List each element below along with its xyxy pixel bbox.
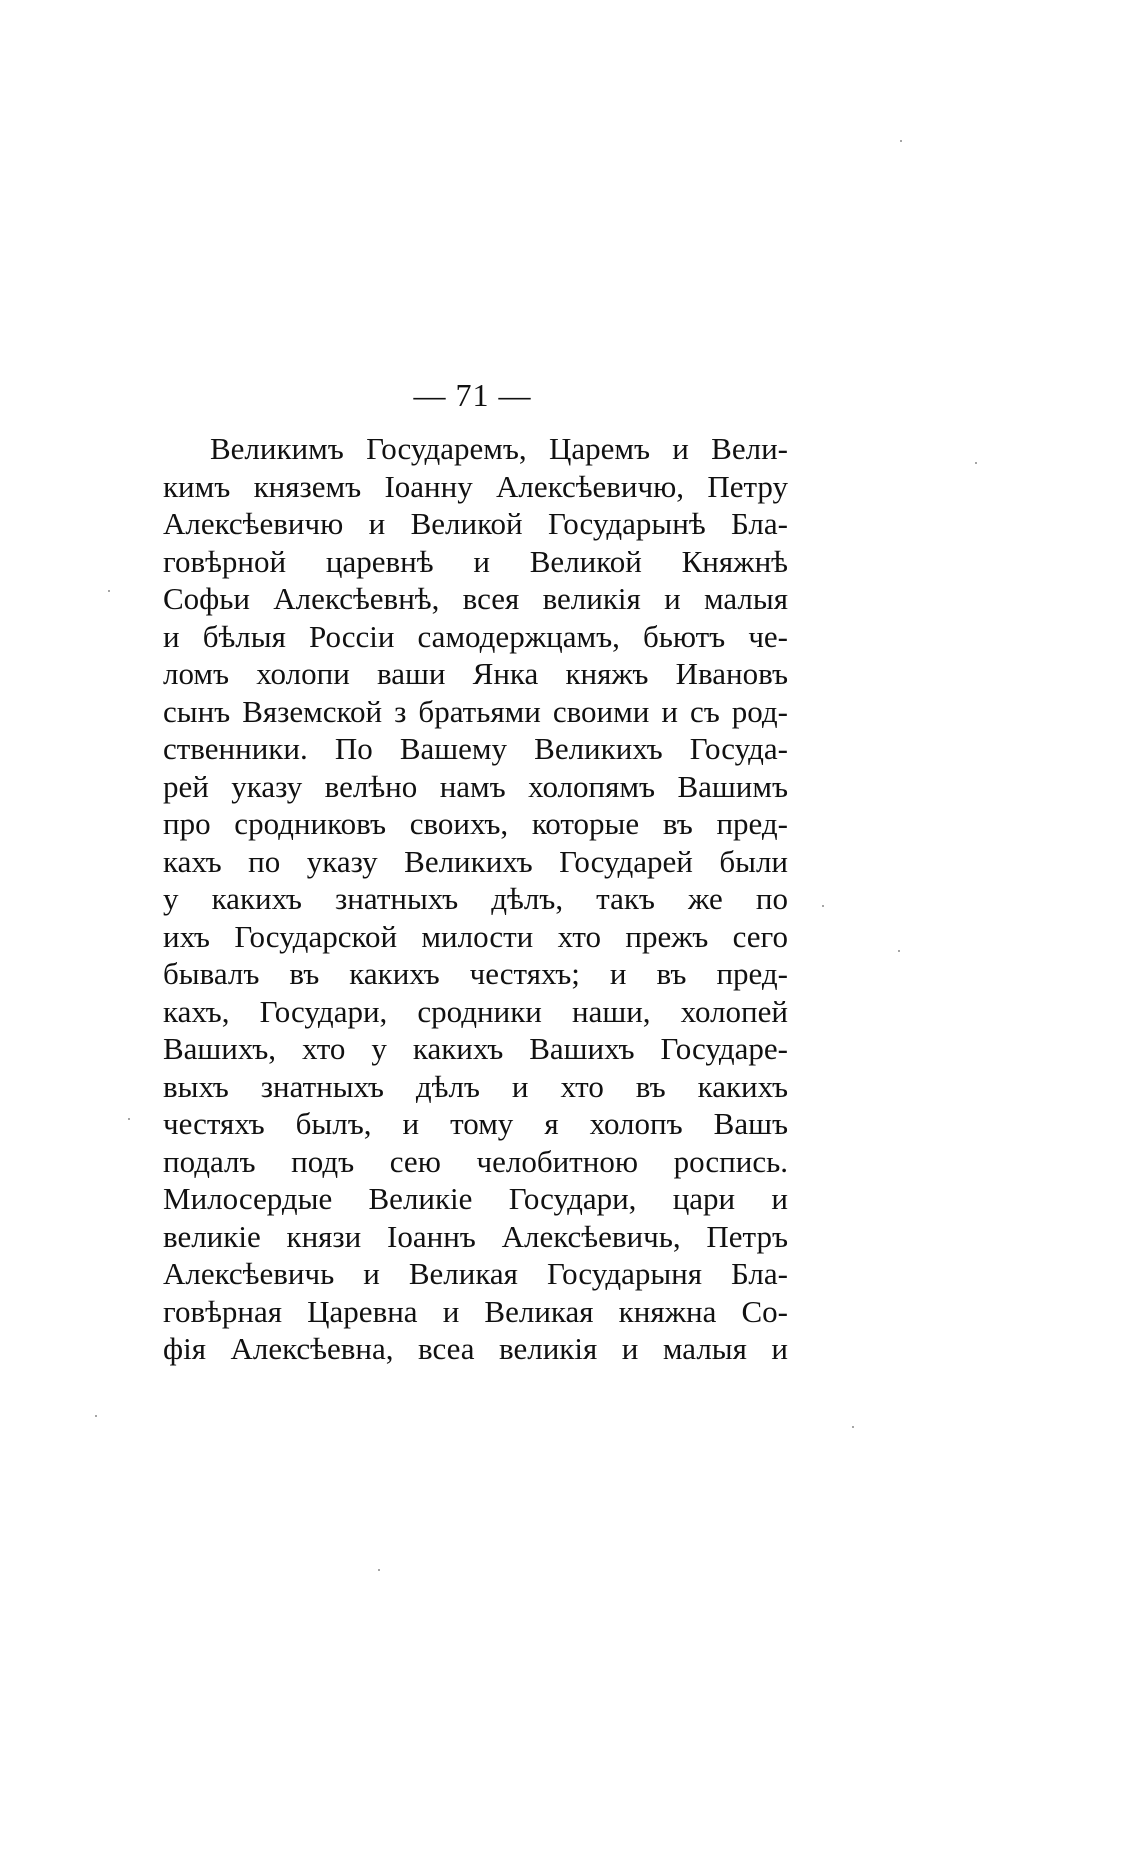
text-line: Алексѣевичь и Великая Государыня Бла- (163, 1256, 788, 1291)
text-line: про сродниковъ своихъ, которые въ пред- (163, 806, 788, 841)
page-number: — 71 — (413, 377, 532, 413)
text-line: подалъ подъ сею челобитною роспись. (163, 1143, 788, 1179)
text-line: кахъ по указу Великихъ Государей были (163, 843, 788, 879)
text-line: рей указу велѣно намъ холопямъ Вашимъ (163, 768, 788, 804)
text-line: Великимъ Государемъ, Царемъ и Вели- (210, 431, 788, 466)
scan-speck (108, 590, 110, 592)
text-line: у какихъ знатныхъ дѣлъ, такъ же по (163, 881, 788, 916)
text-line: ихъ Государской милости хто прежъ сего (163, 918, 788, 954)
text-line: фія Алексѣевна, всеа великія и малыя и (163, 1331, 788, 1366)
text-line: говѣрной царевнѣ и Великой Княжнѣ (163, 543, 788, 579)
text-line: великіе князи Іоаннъ Алексѣевичь, Петръ (163, 1218, 788, 1254)
scan-speck (128, 1118, 130, 1120)
text-line: кимъ княземъ Іоанну Алексѣевичю, Петру (163, 468, 788, 504)
text-line: кахъ, Государи, сродники наши, холопей (163, 993, 788, 1029)
text-line: Алексѣевичю и Великой Государынѣ Бла- (163, 506, 788, 541)
body-text (163, 430, 788, 1368)
text-line: ломъ холопи ваши Янка княжъ Ивановъ (163, 656, 788, 691)
scan-speck (898, 950, 900, 952)
scan-speck (378, 1569, 380, 1571)
text-line: ственники. По Вашему Великихъ Госуда- (163, 731, 788, 766)
text-line: говѣрная Царевна и Великая княжна Со- (163, 1293, 788, 1329)
scan-speck (822, 905, 824, 907)
text-line: и бѣлыя Россіи самодержцамъ, бьютъ че- (163, 618, 788, 654)
text-line: бывалъ въ какихъ честяхъ; и въ пред- (163, 956, 788, 991)
scan-speck (900, 140, 902, 142)
scan-speck (95, 1415, 97, 1417)
text-line: Вашихъ, хто у какихъ Вашихъ Государе- (163, 1031, 788, 1066)
text-line: сынъ Вяземской з братьями своими и съ род- (163, 693, 788, 729)
text-line: Софьи Алексѣевнѣ, всея великія и малыя (163, 581, 788, 616)
text-line: честяхъ былъ, и тому я холопъ Вашъ (163, 1106, 788, 1141)
scan-speck (852, 1426, 854, 1428)
text-line: Милосердые Великіе Государи, цари и (163, 1181, 788, 1216)
text-line: выхъ знатныхъ дѣлъ и хто въ какихъ (163, 1068, 788, 1104)
scan-speck (975, 462, 977, 464)
